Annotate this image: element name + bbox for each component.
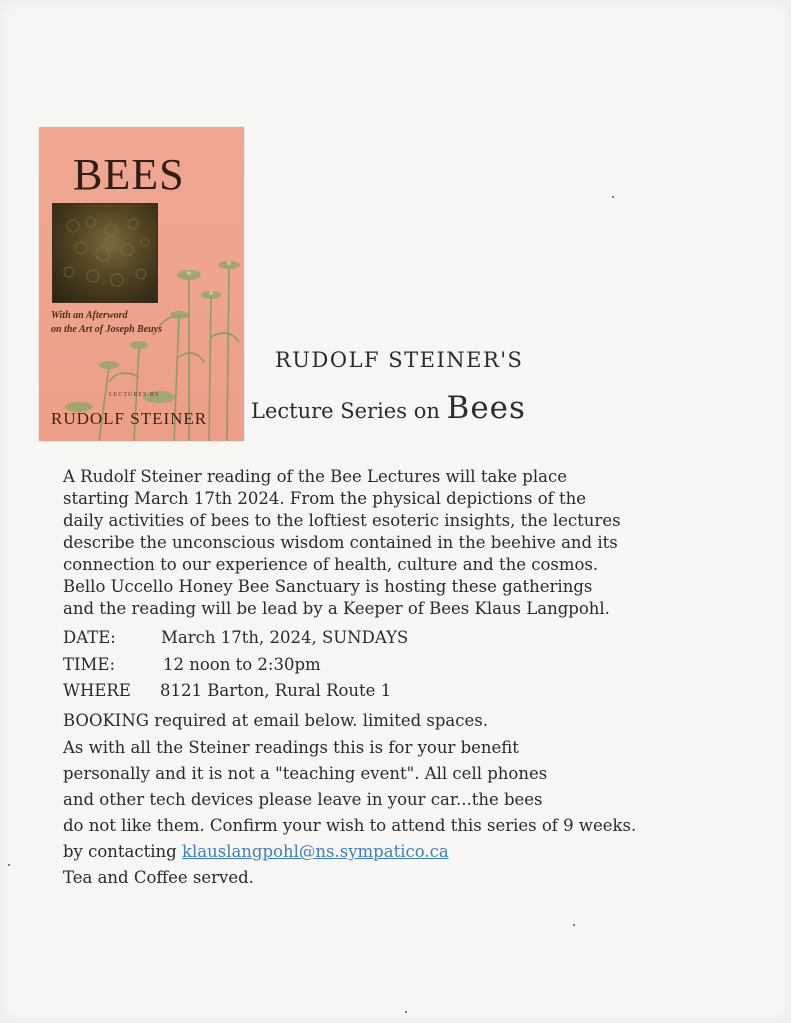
scan-speck	[8, 864, 10, 866]
intro-line: Bello Uccello Honey Bee Sanctuary is hosting these gatherings	[63, 577, 593, 596]
intro-line: and the reading will be lead by a Keeper of Bees Klaus Langpohl.	[63, 599, 610, 618]
cover-title: BEES	[73, 150, 185, 199]
intro-line: A Rudolf Steiner reading of the Bee Lectures will take place	[63, 467, 567, 486]
cover-subtitle-line1: With an Afterword	[51, 310, 128, 321]
body-line: do not like them. Confirm your wish to attend this series of 9 weeks.	[63, 816, 637, 835]
closing-line: Tea and Coffee served.	[63, 868, 254, 887]
time-value: 12 noon to 2:30pm	[163, 655, 321, 674]
intro-line: daily activities of bees to the loftiest esoteric insights, the lectures	[63, 511, 621, 530]
body-line: As with all the Steiner readings this is for your benefit	[63, 738, 519, 757]
cover-subtitle	[51, 309, 221, 337]
date-value: March 17th, 2024, SUNDAYS	[161, 628, 409, 647]
intro-line: starting March 17th 2024. From the physical depictions of the	[63, 489, 587, 508]
scan-speck	[573, 924, 575, 926]
email-link[interactable]: klauslangpohl@ns.sympatico.ca	[181, 842, 449, 861]
where-value: 8121 Barton, Rural Route 1	[160, 681, 392, 700]
body-line: personally and it is not a "teaching event". All cell phones	[63, 764, 548, 783]
intro-line: describe the unconscious wisdom contained in the beehive and its	[63, 533, 618, 552]
contact-prefix: by contacting	[63, 842, 182, 861]
scan-speck	[612, 196, 614, 198]
heading-title	[251, 390, 526, 426]
time-label: TIME:	[63, 655, 116, 674]
contact-line	[63, 841, 449, 863]
cover-author: RUDOLF STEINER	[51, 409, 208, 428]
heading-title-bees: Bees	[446, 390, 526, 426]
book-cover-image	[39, 127, 244, 441]
heading-author: RUDOLF STEINER'S	[275, 348, 524, 372]
scan-speck	[405, 1011, 407, 1013]
intro-line: connection to our experience of health, culture and the cosmos.	[63, 555, 599, 574]
heading-title-prefix: Lecture Series on	[251, 399, 440, 423]
cover-author-caption: LECTURES BY	[109, 392, 161, 398]
body-line: and other tech devices please leave in your car...the bees	[63, 790, 543, 809]
cover-subtitle-line2: on the Art of Joseph Beuys	[51, 324, 163, 335]
where-label: WHERE	[63, 681, 131, 700]
date-label: DATE:	[63, 628, 116, 647]
booking-line: BOOKING required at email below. limited spaces.	[63, 711, 488, 730]
